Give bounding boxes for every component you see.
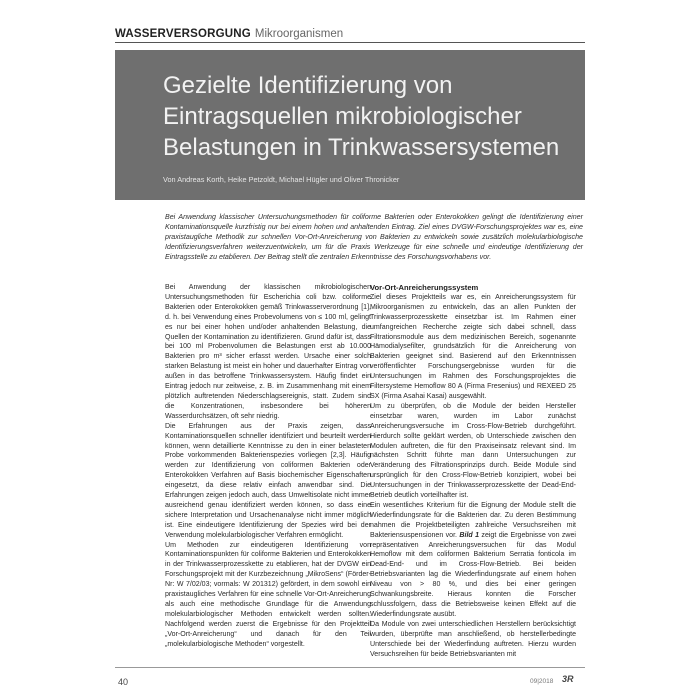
- body-paragraph: Um zu überprüfen, ob die Module der beiden Hersteller einsetzbar waren, wurden im Labor zunächst Anreicherungsversuche im Cross-Flow-Betrieb durchgeführt. Hierdurch sollte geklärt werden, ob Unterschiede zwischen den Modulen auftreten, die für den Praxiseinsatz relevant sind. Im nächsten Schritt führte man dann Untersuchungen zur Veränderung des Filtrationsprinzips durch. Beide Module sind ursprünglich für den Cross-Flow-Betrieb konzipiert, wobei bei Untersuchungen in der Trinkwasserprozesskette der Dead-End-Betrieb deutlich vorteilhafter ist.: [370, 402, 576, 500]
- section-label: WASSERVERSORGUNG: [115, 28, 251, 40]
- body-paragraph: Um Methoden zur eindeutigeren Identifizierung von Kontaminationspunkten für coliforme Bakterien und Enterokokken in der Trinkwasserprozesskette zu etablieren, hat der DVGW ein Forschungsprojekt mit der Kurzbezeichnung „MikroSens“ (Förder-Nr: W 7/02/03; vormals: W 201312) gefördert, in dem sowohl ein praxistaugliches Verfahren für eine schnelle Vor-Ort-Anreicherung als auch eine methodische Grundlage für die Anwendung molekularbiologischer Methoden entwickelt werden sollten. Nachfolgend werden zuerst die Ergebnisse für den Projektteil „Vor-Ort-Anreicherung“ und danach für den Teil „molekularbiologische Methoden“ vorgestellt.: [165, 541, 371, 648]
- issue-label: 09|2018: [530, 678, 554, 685]
- right-column: [370, 283, 576, 659]
- body-paragraph: Die Erfahrungen aus der Praxis zeigen, dass Kontaminationsquellen schneller identifiziert und beurteilt werden können, wenn detaillierte Kenntnisse zu den in einer belasteten Probe vorkommenden Bakterienspezies vorliegen [2,3]. Häufig werden zur Identifizierung von coliformen Bakterien oder Enterokokken Verfahren auf Basis biochemischer Eigenschaften eingesetzt, da diese relativ einfach anwendbar sind. Die Erfahrungen zeigen jedoch auch, dass Umweltisolate nicht immer ausreichend genau identifiziert werden können, so dass eine sichere Interpretation und Ursachenanalyse nicht immer möglich ist. Eine eindeutigere Identifizierung der Spezies wird bei der Verwendung molekularbiologischer Verfahren ermöglicht.: [165, 422, 371, 539]
- body-paragraph: Da Module von zwei unterschiedlichen Herstellern berücksichtigt wurden, überprüfte man anschließend, ob herstellerbedingte Unterschiede bei der Wiederfindung auftreten. Hierzu wurden Versuchsreihen für beide Betriebsvarianten mit: [370, 620, 576, 658]
- body-paragraph: [370, 501, 576, 620]
- subsection-label: Mikroorganismen: [254, 28, 344, 40]
- article-authors: Von Andreas Korth, Heike Petzoldt, Michael Hügler und Oliver Thronicker: [163, 175, 400, 184]
- paragraph-text: Ein wesentliches Kriterium für die Eignung der Module stellt die Wiederfindungsrate für die Bakterien dar. Zu deren Bestimmung nahmen die Projektbeteiligten zahlreiche Versuchsreihen mit Bakteriensuspensionen vor.: [370, 501, 576, 539]
- section-heading: Vor-Ort-Anreicherungssystem: [370, 283, 479, 292]
- body-paragraph: Bei Anwendung der klassischen mikrobiologischen Untersuchungsmethoden für Escherichia coli bzw. coliforme Bakterien oder Enterokokken gemäß Trinkwasserverordnung [1], d. h. bei Verwendung eines Probevolumens von ≤ 100 ml, gelingt es nur bei einer hohen und/oder anhaltenden Belastung, die Quellen der Kontamination zu identifizieren. Grund dafür ist, dass bei 100 ml Probenvolumen die Belastungen erst ab 10.000 Bakterien pro m³ sicher erfasst werden. Ursache einer solch starken Belastung ist meist ein hoher und dauerhafter Eintrag von außen in das betroffene Trinkwassersystem. Häufig findet ein Eintrag jedoch nur zeitweise, z. B. im Zusammenhang mit einem plötzlich auftretenden Niederschlagsereignis, statt. Zudem sind die Konzentrationen, insbesondere bei höheren Wasserdurchsätzen, oft sehr niedrig.: [165, 284, 371, 420]
- footer-rule: [115, 667, 585, 668]
- body-paragraph: Ziel dieses Projektteils war es, ein Anreicherungssystem für Mikroorganismen zu entwickeln, das an allen Punkten der Trinkwasserprozesskette einsetzbar ist. Im Rahmen einer umfangreichen Recherche zeigte sich dabei schnell, dass Filtrationsmodule aus dem medizinischen Bereich, sogenannte Hämodialysefilter, grundsätzlich für die Anreicherung von Bakterien geeignet sind. Basierend auf den Erkenntnissen veröffentlichter Forschungsergebnisse wurden für die Untersuchungen im Rahmen des Forschungsprojektes die Filtersysteme Hemoflow 80 A (Firma Fresenius) und REXEED 25 SX (Firma Asahai Kasai) ausgewählt.: [370, 293, 576, 400]
- page-number: 40: [118, 677, 129, 687]
- publisher-logo: 3R: [562, 674, 574, 684]
- section-header: [115, 24, 585, 44]
- article-title: Gezielte Identifizierung von Eintragsquellen mikrobiologischer Belastungen in Trinkwassersystemen: [163, 72, 560, 161]
- header-rule: [115, 42, 585, 43]
- title-panel: [115, 50, 585, 200]
- left-column: [165, 283, 371, 650]
- paragraph-text: zeigt die Ergebnisse von zwei repräsentativen Anreicherungsversuchen für das Modul Hemoflow mit dem coliformen Bakterium Serratia fonticola im Dead-End- und im Cross-Flow-Betrieb. Bei beiden Betriebsvarianten lag die Wiederfindungsrate auf einem hohen Niveau von > 80 %, und dies bei einer geringen Schwankungsbreite. Hieraus konnten die Forscher schlussfolgern, dass die Betriebsweise keinen Effekt auf die Wiederfindungsrate ausübt.: [370, 531, 576, 618]
- article-abstract: Bei Anwendung klassischer Untersuchungsmethoden für coliforme Bakterien oder Enterokokken gelingt die Identifizierung einer Kontaminationsquelle kurzfristig nur bei einem hohen und anhaltenden Eintrag. Ziel eines DVGW-Forschungsprojektes war es, eine praxistaugliche Methodik zur schnellen Vor-Ort-Anreicherung von Bakterien zu entwickeln sowie zusätzlich molekularbiologische Identifizierungsverfahren weiterzuentwickeln, um für die Praxis Werkzeuge für eine schnelle und eindeutige Identifizierung der Eintragsstelle zu etablieren. Der Beitrag stellt die zentralen Erkenntnisse des Forschungsvorhabens vor.: [165, 213, 583, 261]
- figure-reference: Bild 1: [459, 531, 480, 539]
